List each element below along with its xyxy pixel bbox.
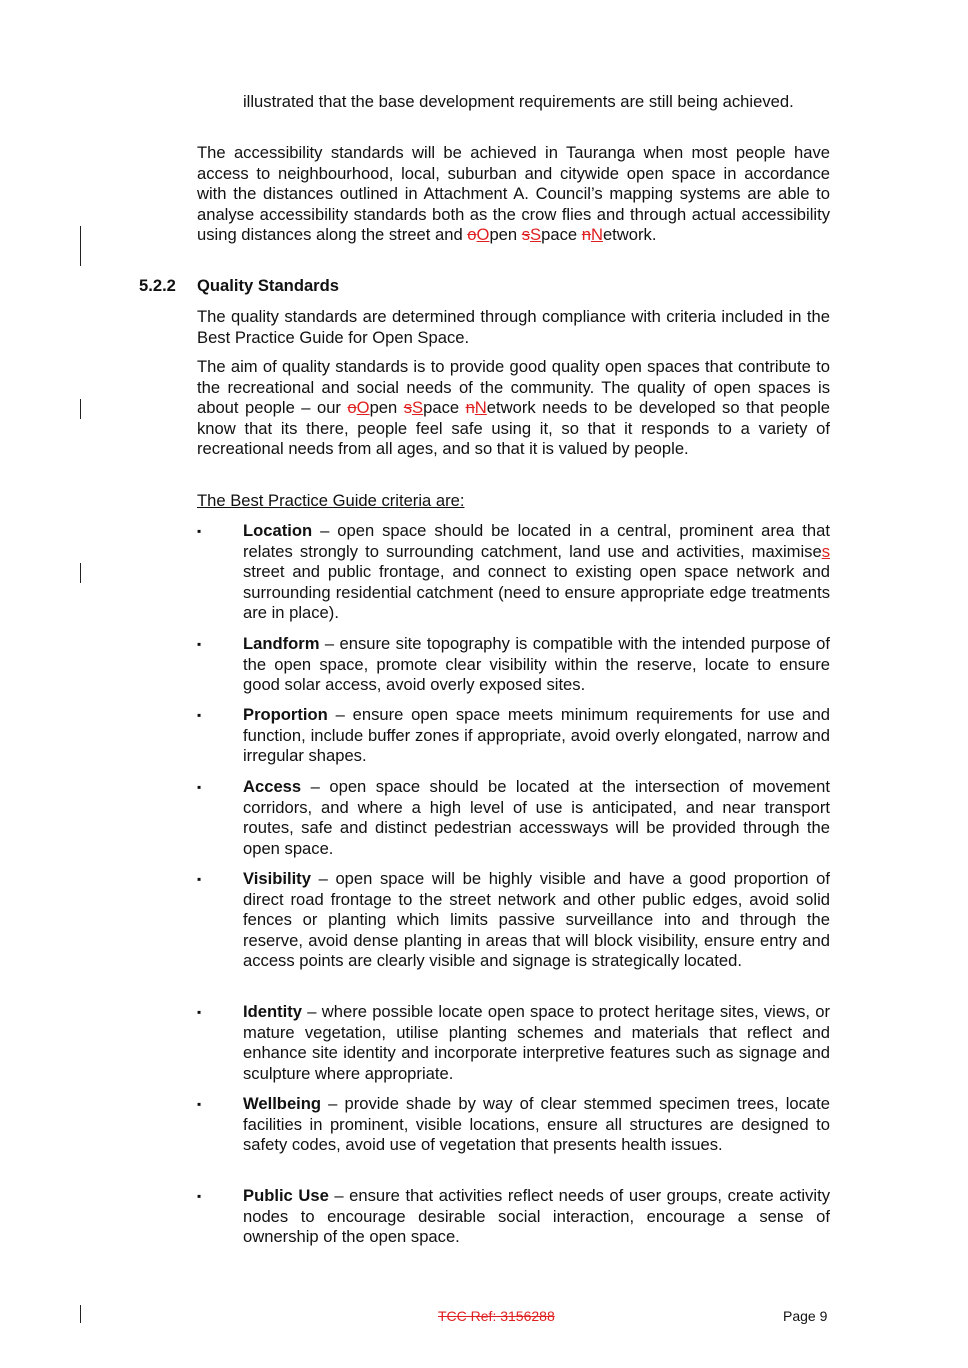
inserted-text: O (476, 225, 490, 245)
quality-paragraph-2: The aim of quality standards is to provide good quality open spaces that contribute to the recreational and social needs of the community. The quality of open spaces is about people – our oOpen sSpace nNetwork needs to be developed so that people know that its there, people feel safe using it, so that it responds to a variety of recreational needs from all ages, and so that it is valued by people. (197, 357, 831, 459)
bullet-icon: ▪ (197, 780, 202, 794)
list-item: Public Use – ensure that activities reflect needs of user groups, create activity nodes to encourage desirable social interaction, encourage a sense of ownership of the open space. (243, 1186, 830, 1247)
deleted-text: o (467, 225, 477, 245)
change-bar (80, 563, 81, 583)
bullet-icon: ▪ (197, 1189, 202, 1203)
inserted-text: S (412, 398, 424, 418)
criterion-term: Visibility (243, 869, 311, 888)
criterion-term: Identity (243, 1002, 303, 1021)
inserted-text: N (590, 225, 603, 245)
section-title: Quality Standards (197, 276, 340, 295)
list-item: Identity – where possible locate open space to protect heritage sites, views, or mature vegetation, utilise planting schemes and materials that reflect and enhance site identity and incorporate interpretive features such as signage and sculpture where appropriate. (243, 1002, 830, 1083)
inserted-text: S (530, 225, 542, 245)
change-bar (80, 1305, 81, 1323)
bullet-icon: ▪ (197, 708, 202, 722)
list-item: Landform – ensure site topography is compatible with the intended purpose of the open space, promote clear visibility within the reserve, locate to ensure good solar access, avoid overly exposed sites. (243, 634, 830, 695)
change-bar (80, 399, 81, 419)
inserted-text: O (356, 398, 370, 418)
bullet-icon: ▪ (197, 637, 202, 651)
deleted-text: n (465, 398, 475, 418)
footer-reference: TCC Ref: 3156288 (438, 1308, 555, 1324)
bullet-icon: ▪ (197, 872, 202, 886)
criteria-intro: The Best Practice Guide criteria are: (197, 491, 465, 510)
criterion-term: Wellbeing (243, 1094, 322, 1113)
section-number: 5.2.2 (139, 276, 176, 295)
list-item: Location – open space should be located in a central, prominent area that relates strongly to surrounding catchment, land use and activities, maximises street and public frontage, and connect to existing open space network and surrounding residential catchment (need to ensure appropriate edge treatments are in place). (243, 521, 830, 623)
criterion-term: Public Use (243, 1186, 329, 1205)
bullet-icon: ▪ (197, 1005, 202, 1019)
list-item: Visibility – open space will be highly visible and have a good proportion of direct road frontage to the street network and other public edges, avoid solid fences or planting which limits passive surveillance into and through the reserve, avoid dense planting in areas that will block visibility, ensure entry and access points are clearly visible and signage is strategically located. (243, 869, 830, 971)
deleted-text: o (347, 398, 357, 418)
deleted-text: s (403, 398, 413, 418)
continuation-paragraph: illustrated that the base development requirements are still being achieved. (243, 92, 794, 111)
bullet-icon: ▪ (197, 1097, 202, 1111)
inserted-text: s (821, 541, 830, 561)
list-item: Wellbeing – provide shade by way of clear stemmed specimen trees, locate facilities in prominent, visible locations, ensure all structures are designed to safety codes, avoid use of vegetation that presents health issues. (243, 1094, 830, 1155)
accessibility-paragraph: The accessibility standards will be achieved in Tauranga when most people have access to neighbourhood, local, suburban and citywide open space in accordance with the distances outlined in Attachment A. Council’s mapping systems are able to analyse accessibility standards both as the crow flies and through actual accessibility using distances along the street and oOpen sSpace nNetwork. (197, 143, 830, 245)
bullet-icon: ▪ (197, 524, 202, 538)
criterion-term: Access (243, 777, 302, 796)
page-number: Page 9 (783, 1308, 828, 1324)
criterion-term: Location (243, 521, 313, 540)
inserted-text: N (474, 398, 487, 418)
list-item: Proportion – ensure open space meets minimum requirements for use and function, include buffer zones if appropriate, avoid overly elongated, narrow and irregular shapes. (243, 705, 830, 766)
deleted-text: n (581, 225, 591, 245)
list-item: Access – open space should be located at the intersection of movement corridors, and where a high level of use is anticipated, and near transport routes, safe and distinct pedestrian accessways will be provided through the open space. (243, 777, 830, 858)
quality-paragraph-1: The quality standards are determined through compliance with criteria included in the Best Practice Guide for Open Space. (197, 307, 830, 347)
change-bar (80, 226, 81, 266)
criterion-term: Landform (243, 634, 320, 653)
deleted-text: s (521, 225, 531, 245)
criterion-term: Proportion (243, 705, 328, 724)
